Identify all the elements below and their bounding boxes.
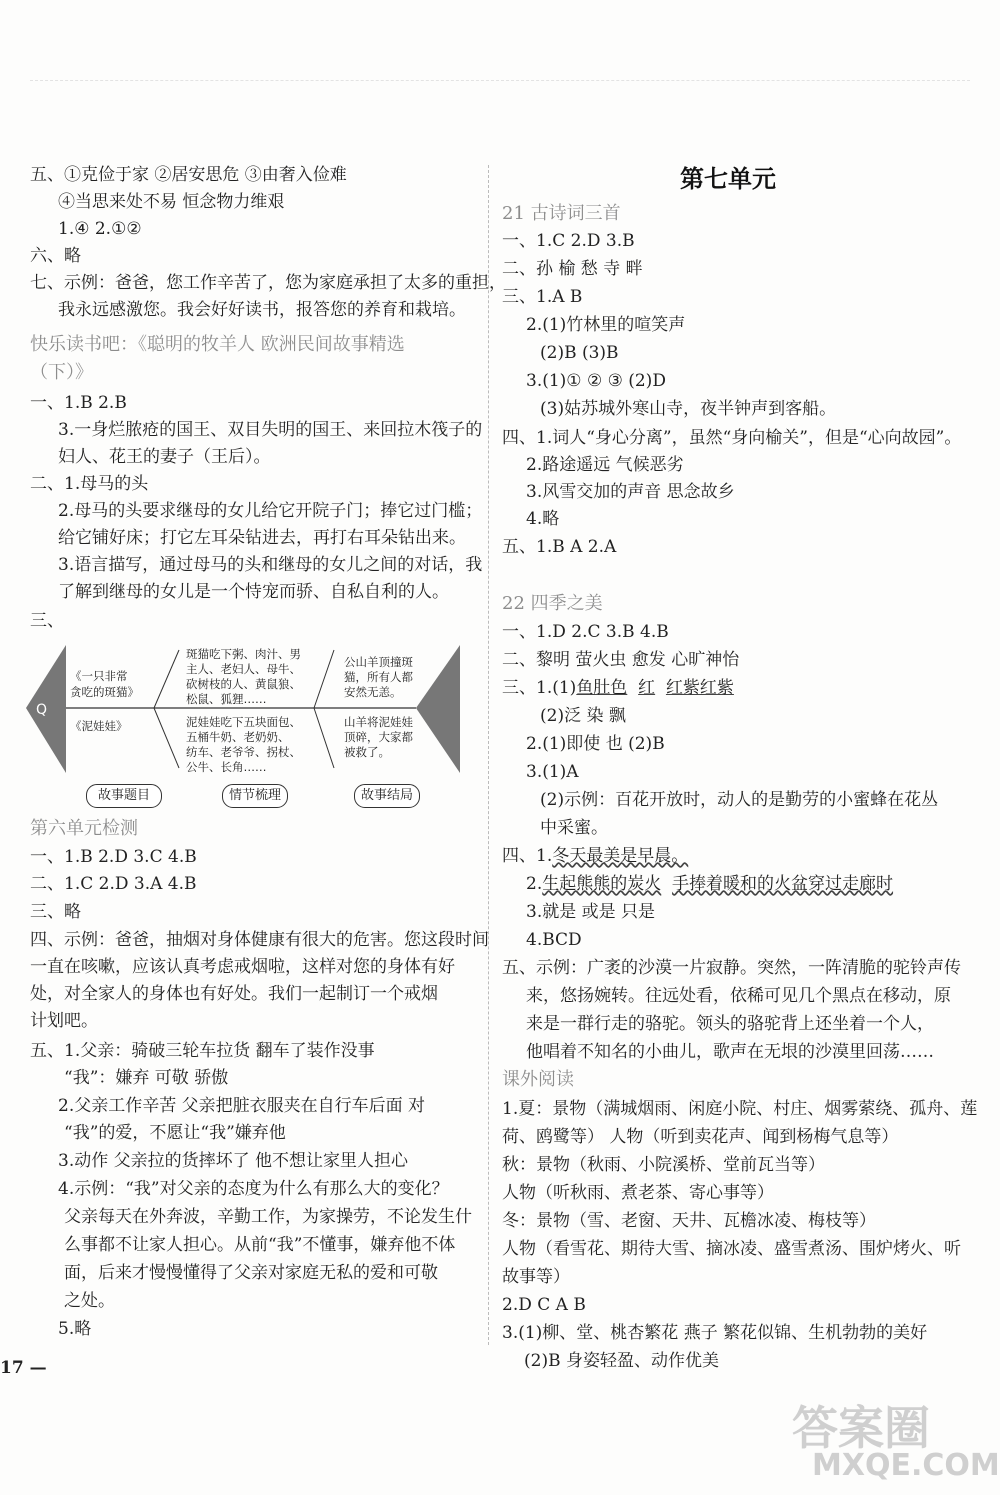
answer-line: 给它铺好床；打它左耳朵钻进去，再打右耳朵钻出来。 [58, 528, 466, 548]
wavy-answer: 冬天最美是早晨。 [552, 846, 689, 866]
answer-line: 一、1.C 2.D 3.B [502, 231, 635, 251]
answer-line: 二、黎明 萤火虫 愈发 心旷神怡 [502, 650, 740, 670]
answer-line: 面，后来才慢慢懂得了父亲对家庭无私的爱和可敬 [64, 1263, 438, 1283]
plot-text: 主人、老妇人、母牛、 [186, 662, 301, 676]
answer-line: 了解到继母的女儿是一个恃宠而骄、自私自利的人。 [58, 582, 449, 602]
answer-line: 3.一身烂脓疮的国王、双目失明的国王、来回拉木筏子的 [58, 420, 483, 440]
bone-line [154, 650, 179, 708]
answer-line: 五、①克俭于家 ②居安思危 ③由奢入俭难 [30, 165, 347, 185]
answer-line: 处，对全家人的身体也有好处。我们一起制订一个戒烟 [30, 984, 438, 1004]
bone-line [314, 708, 334, 768]
lesson-heading: 21 古诗词三首 [502, 203, 621, 224]
plot-text: 纺车、老爷爷、拐杖、 [186, 745, 301, 759]
answer-line: 来，悠扬婉转。往远处看，依稀可见几个黑点在移动，原 [526, 986, 951, 1006]
answer-line: “我”的爱，不愿让“我”嫌弃他 [64, 1123, 286, 1143]
plot-text: 松鼠、狐狸…… [186, 692, 267, 706]
answer-line: 2.生起熊熊的炭火 手捧着暖和的火盆穿过走廊时 [526, 874, 894, 894]
answer-line: 三、 [30, 611, 64, 631]
answer-line: 二、1.C 2.D 3.A 4.B [30, 874, 197, 894]
story-title: 《泥娃娃》 [70, 719, 128, 733]
answer-line: 2.(1)竹林里的喧笑声 [526, 315, 686, 335]
answer-line: 冬：景物（雪、老窗、天井、瓦檐冰凌、梅枝等） [502, 1211, 876, 1231]
story-title: 《一只非常 [70, 669, 128, 683]
answer-line: 3.(1)① ② ③ (2)D [526, 371, 666, 391]
answer-line: 一、1.B 2.B [30, 393, 127, 413]
answer-line: 计划吧。 [30, 1011, 98, 1031]
answer-line: 六、略 [30, 246, 81, 266]
answer-line: (2)示例：百花开放时，动人的是勤劳的小蜜蜂在花丛 [540, 790, 939, 810]
answer-line: 之处。 [64, 1291, 115, 1311]
answer-line: 2.路途遥远 气候恶劣 [526, 455, 684, 475]
answer-line: 一直在咳嗽，应该认真考虑戒烟啦，这样对您的身体有好 [30, 957, 455, 977]
answer-line: 4.略 [526, 509, 560, 529]
answer-line: 四、1.词人“身心分离”，虽然“身向榆关”，但是“心向故园”。 [502, 428, 962, 448]
ending-text: 被救了。 [344, 745, 390, 759]
plot-text: 砍树枝的人、黄鼠狼、 [186, 677, 301, 691]
answer-line: (2)B 身姿轻盈、动作优美 [524, 1351, 719, 1371]
plot-text: 五桶牛奶、老奶奶、 [186, 730, 290, 744]
underlined-answer: 鱼肚色 [576, 678, 628, 698]
fish-tail [416, 645, 460, 773]
answer-line: 中采蜜。 [540, 818, 608, 838]
top-rule [30, 80, 970, 81]
answer-line: 四、1.冬天最美是早晨。 [502, 846, 689, 866]
answer-line: (3)姑苏城外寒山寺，夜半钟声到客船。 [540, 399, 837, 419]
answer-line: 3.就是 或是 只是 [526, 902, 656, 922]
answer-line: 五、1.父亲：骑破三轮车拉货 翻车了装作没事 [30, 1041, 375, 1061]
plot-text: 公牛、长角…… [186, 760, 267, 774]
wavy-answer: 生起熊熊的炭火 [542, 874, 662, 894]
answer-line: 4.BCD [526, 930, 582, 950]
diagram-label: 情节梳理 [222, 784, 288, 808]
answer-line: 人物（看雪花、期待大雪、摘冰凌、盛雪煮汤、围炉烤火、听 [502, 1239, 961, 1259]
diagram-label: 故事题目 [86, 784, 162, 808]
answer-line: 2.(1)即使 也 (2)B [526, 734, 665, 754]
answer-line: ④当思来处不易 恒念物力维艰 [58, 192, 285, 212]
answer-line: 妇人、花王的妻子（王后）。 [58, 447, 271, 467]
answer-line: 3.语言描写，通过母马的头和继母的女儿之间的对话，我 [58, 555, 483, 575]
answer-line: 我永远感激您。我会好好读书，报答您的养育和栽培。 [58, 300, 466, 320]
answer-line: (2)泛 染 飘 [540, 706, 626, 726]
answer-line: 三、1.A B [502, 287, 583, 307]
page-number: 17 — [0, 1358, 47, 1378]
underlined-answer: 红 [638, 678, 656, 698]
answer-line: 三、1.(1)鱼肚色 红 红紫红紫 [502, 678, 734, 698]
answer-line: 故事等） [502, 1267, 570, 1287]
ending-text: 安然无恙。 [344, 685, 402, 699]
section-heading: 快乐读书吧：《聪明的牧羊人 欧洲民间故事精选 [30, 334, 405, 355]
answer-line: (2)B (3)B [540, 343, 619, 363]
section-heading: 课外阅读 [502, 1069, 574, 1090]
answer-line: 3.(1)A [526, 762, 579, 782]
answer-line: 五、1.B A 2.A [502, 537, 617, 557]
answer-line: 七、示例：爸爸，您工作辛苦了，您为家庭承担了太多的重担， [30, 273, 506, 293]
unit-title: 第七单元 [680, 165, 776, 193]
diagram-label: 故事结局 [354, 784, 420, 808]
bone-line [154, 708, 179, 768]
answer-line: 五、示例：广袤的沙漠一片寂静。突然，一阵清脆的驼铃声传 [502, 958, 961, 978]
answer-line: 二、孙 榆 愁 寺 畔 [502, 259, 643, 279]
answer-line: 三、略 [30, 902, 81, 922]
story-title: 贪吃的斑猫》 [70, 685, 139, 699]
answer-line: 4.示例：“我”对父亲的态度为什么有那么大的变化？ [58, 1179, 449, 1199]
answer-line: 2.母马的头要求继母的女儿给它开院子门；捧它过门槛； [58, 501, 483, 521]
section-heading: （下）》 [30, 362, 93, 383]
answer-line: 3.动作 父亲拉的货摔坏了 他不想让家里人担心 [58, 1151, 409, 1171]
watermark-url: MXQE.COM [812, 1448, 1000, 1483]
answer-line: 2.父亲工作辛苦 父亲把脏衣服夹在自行车后面 对 [58, 1096, 426, 1116]
ending-text: 山羊将泥娃娃 [344, 715, 413, 729]
answer-line: 四、示例：爸爸，抽烟对身体健康有很大的危害。您这段时间 [30, 930, 489, 950]
answer-line: 1.夏：景物（满城烟雨、闲庭小院、村庄、烟雾萦绕、孤舟、莲 [502, 1099, 978, 1119]
section-heading: 第六单元检测 [30, 818, 138, 839]
answer-line: 他唱着不知名的小曲儿，歌声在无垠的沙漠里回荡…… [526, 1042, 934, 1062]
answer-line: 2.D C A B [502, 1295, 586, 1315]
plot-text: 斑猫吃下粥、肉汁、男 [186, 647, 301, 661]
fish-head-label: Q [36, 702, 48, 718]
answer-line: 1.④ 2.①② [58, 219, 142, 239]
answer-line: 3.风雪交加的声音 思念故乡 [526, 482, 735, 502]
column-divider [488, 165, 489, 1345]
ending-text: 公山羊顶撞斑 [344, 655, 413, 669]
lesson-heading: 22 四季之美 [502, 593, 603, 614]
answer-line: 荷、鸥鹭等） 人物（听到卖花声、闻到杨梅气息等） [502, 1127, 899, 1147]
wavy-answer: 手捧着暖和的火盆穿过走廊时 [672, 874, 894, 894]
ending-text: 猫，所有人都 [344, 670, 413, 684]
watermark-logo: 答案圈 [792, 1401, 930, 1455]
answer-line: “我”：嫌弃 可敬 骄傲 [64, 1068, 229, 1088]
answer-line: 来是一群行走的骆驼。领头的骆驼背上还坐着一个人， [526, 1014, 934, 1034]
answer-line: 么事都不让家人担心。从前“我”不懂事，嫌弃他不体 [64, 1235, 456, 1255]
answer-line: 秋：景物（秋雨、小院溪桥、堂前瓦当等） [502, 1155, 825, 1175]
plot-text: 泥娃娃吃下五块面包、 [186, 715, 301, 729]
answer-line: 父亲每天在外奔波，辛勤工作，为家操劳，不论发生什 [64, 1207, 472, 1227]
bone-line [314, 650, 334, 708]
ending-text: 顶碎，大家都 [344, 730, 413, 744]
answer-line: 3.(1)柳、堂、桃杏繁花 燕子 繁花似锦、生机勃勃的美好 [502, 1323, 928, 1343]
answer-line: 一、1.B 2.D 3.C 4.B [30, 847, 197, 867]
answer-line: 一、1.D 2.C 3.B 4.B [502, 622, 669, 642]
answer-line: 5.略 [58, 1319, 92, 1339]
answer-line: 二、1.母马的头 [30, 474, 149, 494]
answer-line: 人物（听秋雨、煮老茶、寄心事等） [502, 1183, 774, 1203]
underlined-answer: 红紫红紫 [665, 678, 734, 698]
